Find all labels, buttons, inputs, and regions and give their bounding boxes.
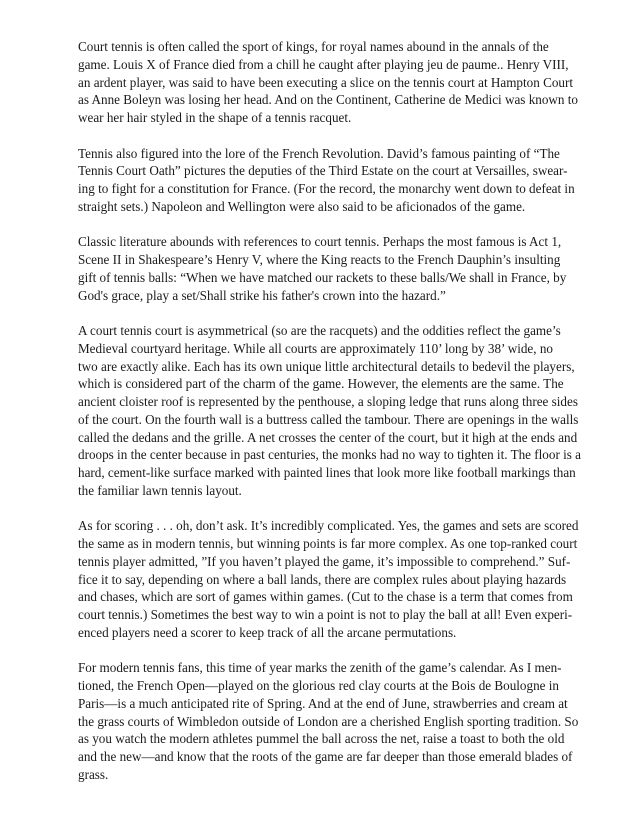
text-line: gift of tennis balls: “When we have matched our rackets to these balls/We shall in France, by: [78, 269, 567, 285]
text-line: straight sets.) Napoleon and Wellington were also said to be aficionados of the game.: [78, 198, 526, 214]
text-line: ing to fight for a constitution for France. (For the record, the monarchy went down to defeat in: [78, 181, 575, 196]
text-line: the familiar lawn tennis layout.: [78, 482, 242, 498]
text-line: As for scoring . . . oh, don’t ask. It’s incredibly complicated. Yes, the games and sets are scored: [78, 518, 579, 534]
text-line: enced players need a scorer to keep track of all the arcane permutations.: [78, 624, 457, 640]
text-line: droops in the center because in past centuries, the monks had no way to tighten it. The floor is a: [78, 447, 581, 463]
text-line: and the new—and know that the roots of the game are far deeper than those emerald blades of: [78, 749, 573, 764]
text-line: For modern tennis fans, this time of year marks the zenith of the game’s calendar. As I men-: [78, 660, 562, 676]
paragraph-royal-history: [78, 38, 578, 127]
paragraph-scoring: [78, 517, 578, 641]
text-line: Tennis also figured into the lore of the French Revolution. David’s famous painting of “The: [78, 145, 560, 161]
text-line: two are exactly alike. Each has its own unique little architectural details to bedevil the players,: [78, 358, 575, 374]
paragraph-literature: [78, 233, 578, 304]
paragraph-court-layout: [78, 322, 581, 500]
text-line: God's grace, play a set/Shall strike his father's crown into the hazard.”: [78, 287, 446, 303]
text-line: the same as in modern tennis, but winning points is far more complex. As one top-ranked court: [78, 536, 578, 551]
text-line: and chases, which are sort of games within games. (Cut to the chase is a term that comes from: [78, 589, 573, 605]
text-line: wear her hair styled in the shape of a tennis racquet.: [78, 110, 352, 125]
text-line: ancient cloister roof is represented by the penthouse, a sloping ledge that runs along three sides: [78, 394, 578, 409]
text-line: called the dedans and the grille. A net crosses the center of the court, but it high at the ends and: [78, 429, 578, 445]
text-line: Tennis Court Oath” pictures the deputies of the Third Estate on the court at Versailles, swear-: [78, 163, 568, 179]
text-line: hard, cement-like surface marked with painted lines that look more like football markings than: [78, 465, 576, 480]
text-line: tioned, the French Open—played on the glorious red clay courts at the Bois de Boulogne in: [78, 678, 559, 693]
text-line: Scene II in Shakespeare’s Henry V, where the King reacts to the French Dauphin’s insulting: [78, 252, 561, 267]
text-line: which is considered part of the charm of the game. However, the elements are the same. The: [78, 376, 564, 392]
text-line: Medieval courtyard heritage. While all courts are approximately 110’ long by 38’ wide, no: [78, 340, 553, 356]
text-line: Court tennis is often called the sport of kings, for royal names abound in the annals of the: [78, 39, 549, 54]
text-line: Paris—is a much anticipated rite of Spring. And at the end of June, strawberries and cream at: [78, 695, 568, 711]
text-line: as Anne Boleyn was losing her head. And on the Continent, Catherine de Medici was known to: [78, 92, 578, 108]
text-line: the grass courts of Wimbledon outside of London are a cherished English sporting tradition. So: [78, 713, 579, 729]
text-line: tennis player admitted, ”If you haven’t played the game, it’s impossible to comprehend.” Suf-: [78, 553, 571, 569]
text-line: court tennis.) Sometimes the best way to win a point is not to play the ball at all! Even experi-: [78, 607, 573, 622]
text-line: game. Louis X of France died from a chill he caught after playing jeu de paume.. Henry VIII,: [78, 56, 569, 72]
paragraph-french-revolution: [78, 145, 578, 216]
text-line: an ardent player, was said to have been executing a slice on the tennis court at Hampton Court: [78, 74, 574, 90]
article-body: [78, 38, 581, 801]
paragraph-modern-tennis: [78, 659, 578, 783]
text-line: A court tennis court is asymmetrical (so are the racquets) and the oddities reflect the game’s: [78, 323, 561, 338]
text-line: of the court. On the fourth wall is a buttress called the tambour. There are openings in the walls: [78, 411, 579, 427]
text-line: fice it to say, depending on where a ball lands, there are complex rules about playing hazards: [78, 571, 567, 587]
text-line: grass.: [78, 766, 109, 782]
text-line: Classic literature abounds with references to court tennis. Perhaps the most famous is Act 1,: [78, 234, 562, 250]
text-line: as you watch the modern athletes pummel the ball across the net, raise a toast to both the old: [78, 731, 565, 747]
